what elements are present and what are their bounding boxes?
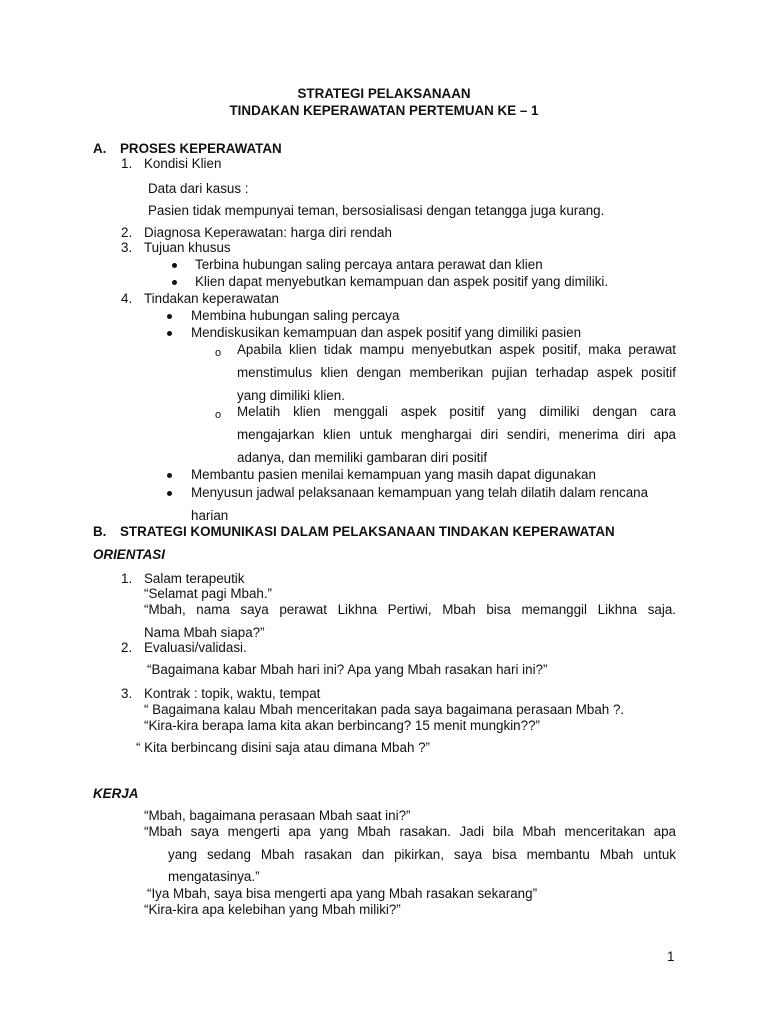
dialog-line: “Selamat pagi Mbah.” — [144, 586, 273, 601]
item-a3-number: 3. — [121, 240, 133, 255]
dialog-line: “Mbah, bagaimana perasaan Mbah saat ini?” — [144, 808, 411, 823]
sub-item-1-line2: menstimulus klien dengan memberikan pujian terhadap aspek positif — [237, 365, 676, 380]
item-a4-number: 4. — [121, 291, 133, 306]
item-a3-label: Tujuan khusus — [144, 240, 231, 255]
bullet-icon — [167, 314, 172, 319]
section-a-marker: A. — [93, 141, 107, 156]
dialog-line: yang sedang Mbah rasakan dan pikirkan, saya bisa membantu Mbah untuk — [168, 847, 676, 862]
data-label: Data dari kasus : — [148, 181, 249, 196]
bullet-icon — [167, 473, 172, 478]
item-a2-label: Diagnosa Keperawatan: harga diri rendah — [144, 225, 392, 240]
sub-item-1-line1: Apabila klien tidak mampu menyebutkan aspek positif, maka perawat — [237, 342, 676, 357]
orient-item-2-number: 2. — [121, 640, 133, 655]
sub-item-1-line3: yang dimiliki klien. — [237, 388, 345, 403]
item-a2-number: 2. — [121, 225, 133, 240]
sub-item-2-line1: Melatih klien menggali aspek positif yang dimiliki dengan cara — [237, 404, 676, 419]
dialog-line: “Bagaimana kabar Mbah hari ini? Apa yang Mbah rasakan hari ini?” — [147, 662, 548, 677]
dialog-line: “Kira-kira berapa lama kita akan berbincang? 15 menit mungkin??” — [144, 718, 540, 733]
item-a4-label: Tindakan keperawatan — [144, 291, 279, 306]
dialog-line: “Kira-kira apa kelebihan yang Mbah miliki?” — [144, 902, 401, 917]
sub-item-2-line3: adanya, dan memiliki gambaran diri positif — [237, 450, 488, 465]
dialog-line: “Mbah, nama saya perawat Likhna Pertiwi, Mbah bisa memanggil Likhna saja. — [144, 602, 676, 617]
sub-item-2-line2: mengajarkan klien untuk menghargai diri sendiri, menerima diri apa — [237, 427, 676, 442]
bullet-icon — [167, 331, 172, 336]
section-b-marker: B. — [93, 524, 107, 539]
orient-item-1-number: 1. — [121, 571, 133, 586]
orient-item-3-number: 3. — [121, 686, 133, 701]
action-item-1: Membina hubungan saling percaya — [191, 308, 400, 323]
dialog-line: “Iya Mbah, saya bisa mengerti apa yang Mbah rasakan sekarang” — [147, 886, 538, 901]
circle-bullet-icon: o — [215, 409, 222, 421]
action-item-4-cont: harian — [191, 508, 229, 523]
action-item-4: Menyusun jadwal pelaksanaan kemampuan yang telah dilatih dalam rencana — [191, 485, 649, 500]
orientasi-heading: ORIENTASI — [93, 547, 165, 562]
orient-item-2-label: Evaluasi/validasi. — [144, 640, 247, 655]
section-a-heading: PROSES KEPERAWATAN — [120, 141, 282, 156]
dialog-line: “ Bagaimana kalau Mbah menceritakan pada saya bagaimana perasaan Mbah ?. — [144, 702, 625, 717]
dialog-line: “Mbah saya mengerti apa yang Mbah rasakan. Jadi bila Mbah menceritakan apa — [144, 824, 676, 839]
data-text: Pasien tidak mempunyai teman, bersosialisasi dengan tetangga juga kurang. — [148, 203, 605, 218]
dialog-line: “ Kita berbincang disini saja atau dimana Mbah ?” — [136, 740, 431, 755]
section-b-heading: STRATEGI KOMUNIKASI DALAM PELAKSANAAN TINDAKAN KEPERAWATAN — [120, 524, 615, 539]
dialog-line: mengatasinya.” — [168, 869, 260, 884]
doc-title-line1: STRATEGI PELAKSANAAN — [297, 86, 471, 101]
doc-title-line2: TINDAKAN KEPERAWATAN PERTEMUAN KE – 1 — [229, 103, 539, 118]
action-item-2: Mendiskusikan kemampuan dan aspek positif yang dimiliki pasien — [191, 325, 582, 340]
bullet-icon — [172, 280, 177, 285]
page-number: 1 — [667, 949, 675, 964]
circle-bullet-icon: o — [215, 347, 222, 359]
bullet-icon — [167, 491, 172, 496]
goal-item-2: Klien dapat menyebutkan kemampuan dan aspek positif yang dimiliki. — [195, 274, 609, 289]
orient-item-1-label: Salam terapeutik — [144, 571, 245, 586]
item-a1-number: 1. — [121, 156, 133, 171]
orient-item-3-label: Kontrak : topik, waktu, tempat — [144, 686, 321, 701]
dialog-line: Nama Mbah siapa?” — [144, 625, 265, 640]
item-a1-label: Kondisi Klien — [144, 156, 222, 171]
goal-item-1: Terbina hubungan saling percaya antara perawat dan klien — [195, 257, 543, 272]
bullet-icon — [172, 263, 177, 268]
kerja-heading: KERJA — [93, 786, 139, 801]
action-item-3: Membantu pasien menilai kemampuan yang masih dapat digunakan — [191, 467, 596, 482]
